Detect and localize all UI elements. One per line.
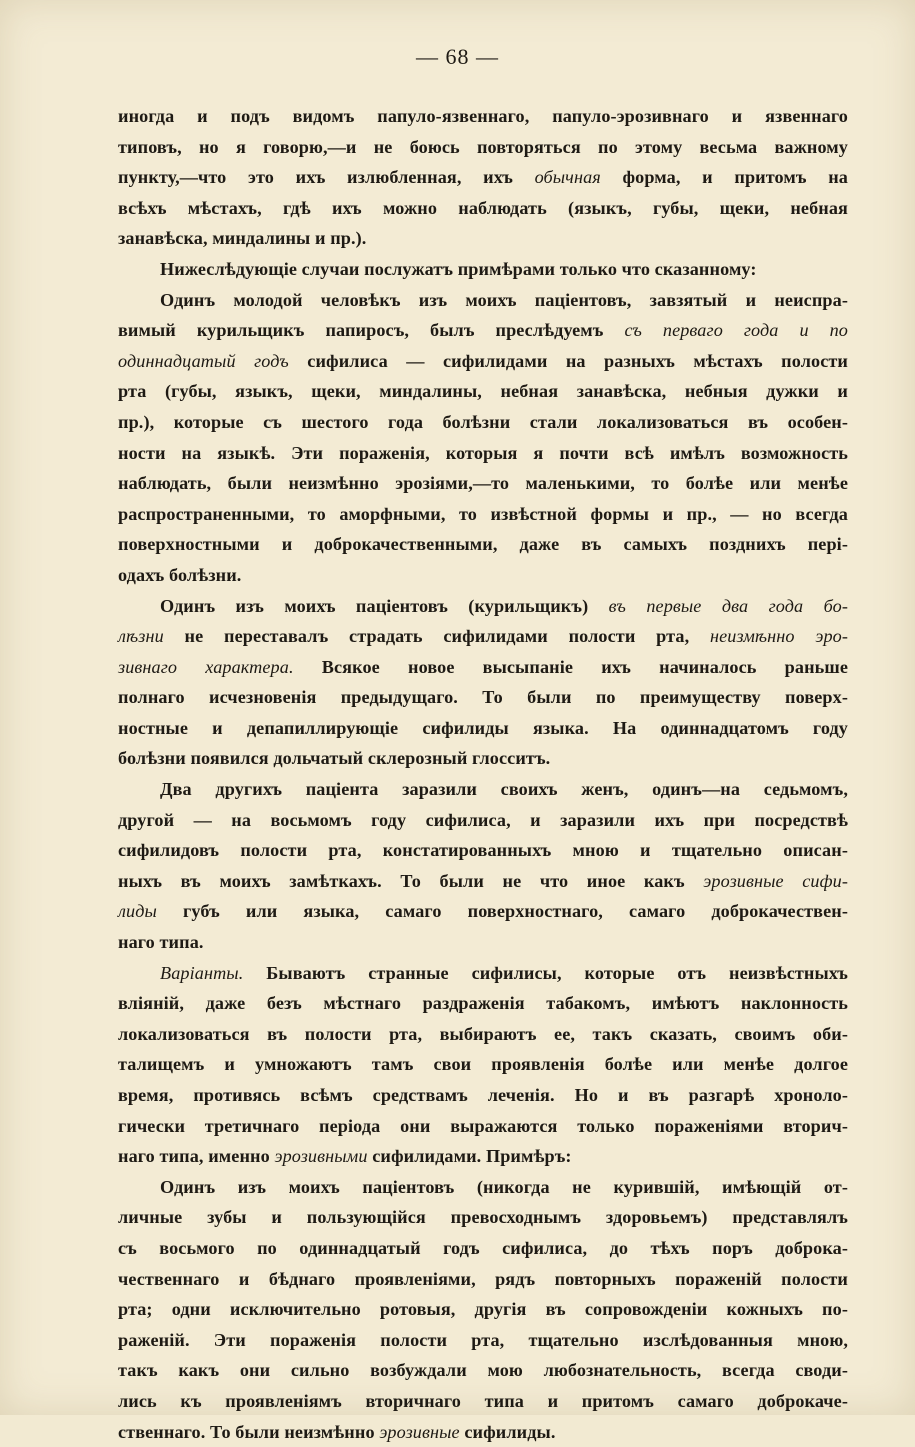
paragraph xyxy=(118,101,848,254)
paragraph xyxy=(118,254,848,285)
text-line xyxy=(118,254,848,285)
text-line xyxy=(118,132,848,163)
text-line xyxy=(118,193,848,224)
page-number: — 68 — xyxy=(416,44,499,69)
text-segment: Одинъ изъ моихъ паціентовъ (курильщикъ) xyxy=(160,595,609,616)
text-line xyxy=(118,652,848,683)
text-segment: губъ или языка, самаго поверхностнаго, самаго доброкачествен- xyxy=(156,901,848,922)
text-line xyxy=(118,499,848,530)
italic-text: эрозивными xyxy=(274,1146,368,1167)
text-line xyxy=(118,346,848,377)
text-line xyxy=(118,438,848,469)
text-segment: сифилиды. xyxy=(459,1421,556,1442)
text-line xyxy=(118,1019,848,1050)
text-segment: наго типа. xyxy=(118,932,204,953)
paragraph xyxy=(118,958,848,1172)
text-segment: талищемъ и умножаютъ тамъ свои проявленія болѣе или менѣе долгое xyxy=(118,1054,848,1075)
italic-text: эрозивные сифи- xyxy=(703,870,848,891)
paragraph xyxy=(118,1172,848,1447)
text-line xyxy=(118,560,848,591)
text-line xyxy=(118,591,848,622)
text-segment: распространенными, то аморфными, то извѣстной формы и пр., — но всегда xyxy=(118,503,848,524)
paragraph xyxy=(118,285,848,591)
text-line xyxy=(118,162,848,193)
text-line xyxy=(118,1417,848,1447)
text-segment: Одинъ молодой человѣкъ изъ моихъ паціентовъ, завзятый и неиспра- xyxy=(160,289,848,310)
text-line xyxy=(118,468,848,499)
text-segment: время, противясь всѣмъ средствамъ леченія. Но и въ разгарѣ хроноло- xyxy=(118,1085,848,1105)
text-line xyxy=(118,1049,848,1080)
text-segment: Бываютъ странные сифилисы, которые отъ неизвѣстныхъ xyxy=(243,962,848,983)
text-segment: Нижеслѣдующіе случаи послужатъ примѣрами только что сказанному: xyxy=(160,258,757,279)
text-segment: иногда и подъ видомъ папуло-язвеннаго, папуло-эрозивнаго и язвеннаго xyxy=(118,106,848,126)
text-line xyxy=(118,835,848,866)
text-segment: локализоваться въ полости рта, выбираютъ ее, такъ сказать, своимъ оби- xyxy=(118,1023,848,1044)
text-segment: съ восьмого по одиннадцатый годъ сифилиса, до тѣхъ поръ доброка- xyxy=(118,1237,848,1258)
text-line xyxy=(118,988,848,1019)
text-segment: Всякое новое высыпаніе ихъ начиналось раньше xyxy=(293,656,848,677)
text-segment: вимый курильщикъ папиросъ, былъ преслѣдуемъ xyxy=(118,320,625,341)
text-segment: гически третичнаго періода они выражаются только пораженіями вторич- xyxy=(118,1115,848,1136)
paragraph xyxy=(118,591,848,775)
text-line xyxy=(118,407,848,438)
text-line xyxy=(118,376,848,407)
text-line xyxy=(118,1111,848,1142)
text-line xyxy=(118,101,848,132)
text-segment: наго типа, именно xyxy=(118,1146,275,1167)
text-line xyxy=(118,1325,848,1356)
text-line xyxy=(118,1172,848,1203)
text-segment: всѣхъ мѣстахъ, гдѣ ихъ можно наблюдать (языкъ, губы, щеки, небная xyxy=(118,197,848,218)
text-line xyxy=(118,1355,848,1386)
text-segment: Одинъ изъ моихъ паціентовъ (никогда не курившій, имѣющій от- xyxy=(160,1176,848,1197)
text-line xyxy=(118,774,848,805)
text-segment: такъ какъ они сильно возбуждали мою любознательность, всегда своди- xyxy=(118,1360,848,1381)
text-line xyxy=(118,1264,848,1295)
text-segment: поверхностными и доброкачественными, даже въ самыхъ позднихъ перi- xyxy=(118,534,848,555)
text-segment: одахъ болѣзни. xyxy=(118,564,242,585)
text-segment: не переставалъ страдать сифилидами полости рта, xyxy=(163,626,710,647)
text-line xyxy=(118,927,848,958)
text-line xyxy=(118,315,848,346)
text-segment: личные зубы и пользующійся превосходнымъ здоровьемъ) представлялъ xyxy=(118,1207,848,1228)
body-text xyxy=(118,101,848,1447)
text-segment: типовъ, но я говорю,—и не боюсь повторяться по этому весьма важному xyxy=(118,136,848,157)
text-segment: рта; одни исключительно ротовыя, другія въ сопровожденіи кожныхъ по- xyxy=(118,1299,848,1320)
italic-text: обычная xyxy=(534,167,601,188)
italic-text: въ первые два года бо- xyxy=(608,595,848,616)
text-line xyxy=(118,958,848,989)
text-segment: занавѣска, миндалины и пр.). xyxy=(118,228,367,249)
text-line xyxy=(118,285,848,316)
text-line xyxy=(118,743,848,774)
text-segment: форма, и притомъ на xyxy=(600,167,848,188)
text-segment: сифилидами. Примѣръ: xyxy=(367,1146,572,1167)
text-line xyxy=(118,1080,848,1111)
text-segment: сифилидовъ полости рта, констатированныхъ мною и тщательно описан- xyxy=(118,840,848,861)
text-segment: рта (губы, языкъ, щеки, миндалины, небная занавѣска, небныя дужки и xyxy=(118,381,848,402)
text-line xyxy=(118,1202,848,1233)
text-segment: лись къ проявленіямъ вторичнаго типа и притомъ самаго доброкаче- xyxy=(118,1390,848,1411)
text-line xyxy=(118,529,848,560)
text-segment: раженій. Эти пораженія полости рта, тщательно изслѣдованныя мною, xyxy=(118,1329,848,1350)
text-segment: сифилиса — сифилидами на разныхъ мѣстахъ полости xyxy=(288,350,848,371)
text-segment: ностные и депапиллирующіе сифилиды языка. На одиннадцатомъ году xyxy=(118,717,848,738)
text-segment: полнаго исчезновенія предыдущаго. То были по преимуществу поверх- xyxy=(118,687,848,708)
text-line xyxy=(118,866,848,897)
text-segment: пр.), которые съ шестого года болѣзни стали локализоваться въ особен- xyxy=(118,411,848,432)
text-segment: ности на языкѣ. Эти пораженія, которыя я почти всѣ имѣлъ возможность xyxy=(118,442,848,463)
text-line xyxy=(118,1141,848,1172)
text-segment: ныхъ въ моихъ замѣткахъ. То были не что иное какъ xyxy=(118,870,704,891)
text-segment: чественнаго и бѣднаго проявленіями, рядъ повторныхъ пораженій полости xyxy=(118,1268,848,1289)
text-line xyxy=(118,223,848,254)
italic-text: эрозивные xyxy=(379,1421,460,1442)
paragraph xyxy=(118,774,848,958)
text-segment: болѣзни появился дольчатый склерозный глосситъ. xyxy=(118,748,551,769)
text-segment: вліяній, даже безъ мѣстнаго раздраженія табакомъ, имѣютъ наклонность xyxy=(118,993,848,1014)
text-segment: другой — на восьмомъ году сифилиса, и заразили ихъ при посредствѣ xyxy=(118,809,848,830)
text-line xyxy=(118,1294,848,1325)
text-line xyxy=(118,1386,848,1417)
text-line xyxy=(118,805,848,836)
text-segment: ственнаго. То были неизмѣнно xyxy=(118,1421,380,1442)
italic-text: лѣзни xyxy=(118,626,164,647)
italic-text: съ перваго года и по xyxy=(624,320,848,341)
text-line xyxy=(118,896,848,927)
italic-text: зивнаго характера. xyxy=(118,656,294,677)
text-line xyxy=(118,682,848,713)
text-segment: наблюдать, были неизмѣнно эрозіями,—то маленькими, то болѣе или менѣе xyxy=(118,473,848,494)
text-segment: Два другихъ паціента заразили своихъ женъ, одинъ—на седьмомъ, xyxy=(160,779,848,800)
text-line xyxy=(118,713,848,744)
text-line xyxy=(118,1233,848,1264)
italic-text: одиннадцатый годъ xyxy=(118,350,289,371)
text-line xyxy=(118,621,848,652)
italic-text: лиды xyxy=(118,901,157,922)
italic-text: неизмѣнно эро- xyxy=(709,626,849,647)
text-segment: пункту,—что это ихъ излюбленная, ихъ xyxy=(118,167,535,188)
italic-text: Варіанты. xyxy=(160,962,244,983)
